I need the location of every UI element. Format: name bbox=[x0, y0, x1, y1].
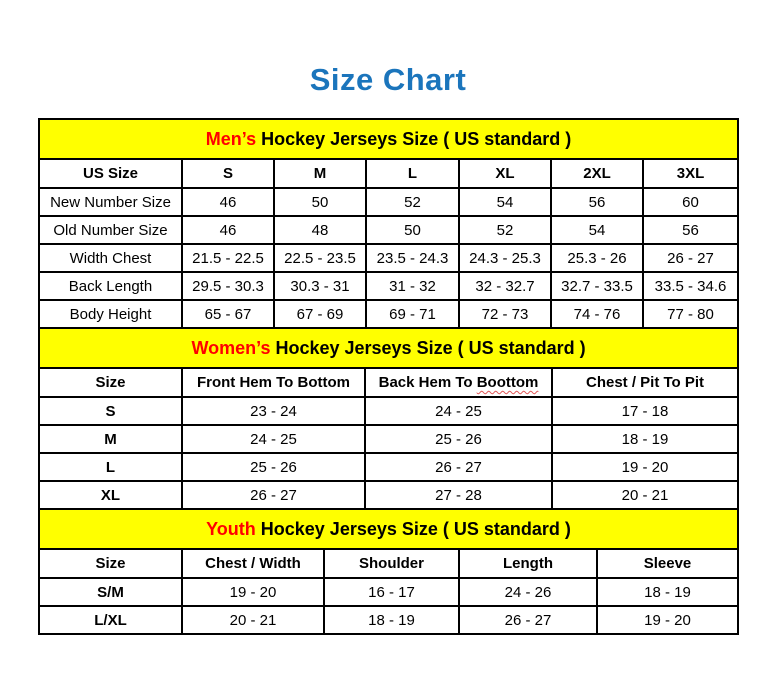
row-label: Back Length bbox=[39, 272, 182, 300]
page-title: Size Chart bbox=[309, 62, 467, 97]
size-value: 26 - 27 bbox=[459, 606, 597, 634]
size-value: 54 bbox=[459, 188, 551, 216]
mens-section-title bbox=[39, 119, 738, 159]
table-row bbox=[39, 272, 738, 300]
row-label: New Number Size bbox=[39, 188, 182, 216]
size-value: 30.3 - 31 bbox=[274, 272, 366, 300]
youth-section-header bbox=[39, 509, 738, 549]
size-value: 46 bbox=[182, 216, 274, 244]
misspelled-word: Boottom bbox=[476, 374, 539, 391]
table-row bbox=[39, 244, 738, 272]
size-value: 56 bbox=[551, 188, 643, 216]
womens-section-title-rest: Hockey Jerseys Size ( US standard ) bbox=[270, 337, 586, 358]
size-value: 52 bbox=[366, 188, 459, 216]
col-header-text: Back Hem To bbox=[378, 374, 477, 391]
size-value: 16 - 17 bbox=[324, 578, 459, 606]
row-label: S/M bbox=[39, 578, 182, 606]
size-value: 54 bbox=[551, 216, 643, 244]
size-value: 18 - 19 bbox=[552, 425, 738, 453]
womens-section-title-highlight: Women’s bbox=[191, 337, 271, 358]
col-header: Size bbox=[39, 368, 182, 397]
row-label: Old Number Size bbox=[39, 216, 182, 244]
table-row bbox=[39, 481, 738, 509]
col-header: Sleeve bbox=[597, 549, 738, 578]
size-value: 33.5 - 34.6 bbox=[643, 272, 738, 300]
size-value: 60 bbox=[643, 188, 738, 216]
size-value: 26 - 27 bbox=[365, 453, 552, 481]
row-label: Body Height bbox=[39, 300, 182, 328]
womens-section-title bbox=[39, 328, 738, 368]
col-header: L bbox=[366, 159, 459, 188]
size-value: 24 - 25 bbox=[182, 425, 365, 453]
womens-column-header-row bbox=[39, 368, 738, 397]
size-value: 18 - 19 bbox=[597, 578, 738, 606]
row-label: M bbox=[39, 425, 182, 453]
size-value: 26 - 27 bbox=[643, 244, 738, 272]
row-label: XL bbox=[39, 481, 182, 509]
table-row bbox=[39, 578, 738, 606]
size-chart-tables bbox=[38, 118, 738, 635]
col-header: S bbox=[182, 159, 274, 188]
youth-column-header-row bbox=[39, 549, 738, 578]
size-value: 23.5 - 24.3 bbox=[366, 244, 459, 272]
youth-size-table bbox=[38, 508, 739, 635]
size-value: 32 - 32.7 bbox=[459, 272, 551, 300]
mens-size-table bbox=[38, 118, 739, 329]
size-value: 69 - 71 bbox=[366, 300, 459, 328]
col-header: Size bbox=[39, 549, 182, 578]
col-header: 3XL bbox=[643, 159, 738, 188]
table-row bbox=[39, 425, 738, 453]
table-row bbox=[39, 300, 738, 328]
size-value: 72 - 73 bbox=[459, 300, 551, 328]
size-value: 48 bbox=[274, 216, 366, 244]
size-value: 77 - 80 bbox=[643, 300, 738, 328]
size-value: 32.7 - 33.5 bbox=[551, 272, 643, 300]
size-value: 29.5 - 30.3 bbox=[182, 272, 274, 300]
col-header: M bbox=[274, 159, 366, 188]
size-value: 74 - 76 bbox=[551, 300, 643, 328]
size-value: 19 - 20 bbox=[552, 453, 738, 481]
size-value: 25 - 26 bbox=[365, 425, 552, 453]
table-row bbox=[39, 397, 738, 425]
table-row bbox=[39, 453, 738, 481]
row-label: L bbox=[39, 453, 182, 481]
col-header bbox=[365, 368, 552, 397]
size-value: 50 bbox=[274, 188, 366, 216]
col-header: Shoulder bbox=[324, 549, 459, 578]
size-value: 22.5 - 23.5 bbox=[274, 244, 366, 272]
youth-section-title bbox=[39, 509, 738, 549]
size-value: 67 - 69 bbox=[274, 300, 366, 328]
size-value: 17 - 18 bbox=[552, 397, 738, 425]
youth-section-title-rest: Hockey Jerseys Size ( US standard ) bbox=[255, 518, 571, 539]
size-value: 24 - 26 bbox=[459, 578, 597, 606]
table-row bbox=[39, 216, 738, 244]
size-value: 25 - 26 bbox=[182, 453, 365, 481]
size-value: 23 - 24 bbox=[182, 397, 365, 425]
size-value: 24.3 - 25.3 bbox=[459, 244, 551, 272]
col-header: US Size bbox=[39, 159, 182, 188]
row-label: L/XL bbox=[39, 606, 182, 634]
col-header: XL bbox=[459, 159, 551, 188]
mens-section-title-rest: Hockey Jerseys Size ( US standard ) bbox=[256, 128, 572, 149]
youth-section-title-highlight: Youth bbox=[206, 518, 256, 539]
mens-column-header-row bbox=[39, 159, 738, 188]
size-value: 27 - 28 bbox=[365, 481, 552, 509]
size-value: 20 - 21 bbox=[552, 481, 738, 509]
row-label: Width Chest bbox=[39, 244, 182, 272]
size-value: 65 - 67 bbox=[182, 300, 274, 328]
table-row bbox=[39, 188, 738, 216]
mens-section-title-highlight: Men’s bbox=[205, 128, 257, 149]
col-header: Chest / Pit To Pit bbox=[552, 368, 738, 397]
size-value: 25.3 - 26 bbox=[551, 244, 643, 272]
size-value: 52 bbox=[459, 216, 551, 244]
col-header: Chest / Width bbox=[182, 549, 324, 578]
size-value: 20 - 21 bbox=[182, 606, 324, 634]
size-value: 19 - 20 bbox=[597, 606, 738, 634]
col-header: Length bbox=[459, 549, 597, 578]
col-header: 2XL bbox=[551, 159, 643, 188]
size-value: 56 bbox=[643, 216, 738, 244]
size-value: 31 - 32 bbox=[366, 272, 459, 300]
mens-section-header bbox=[39, 119, 738, 159]
size-value: 19 - 20 bbox=[182, 578, 324, 606]
size-value: 46 bbox=[182, 188, 274, 216]
womens-size-table bbox=[38, 327, 739, 510]
col-header: Front Hem To Bottom bbox=[182, 368, 365, 397]
row-label: S bbox=[39, 397, 182, 425]
size-value: 18 - 19 bbox=[324, 606, 459, 634]
size-value: 21.5 - 22.5 bbox=[182, 244, 274, 272]
table-row bbox=[39, 606, 738, 634]
womens-section-header bbox=[39, 328, 738, 368]
size-value: 26 - 27 bbox=[182, 481, 365, 509]
size-value: 24 - 25 bbox=[365, 397, 552, 425]
size-value: 50 bbox=[366, 216, 459, 244]
